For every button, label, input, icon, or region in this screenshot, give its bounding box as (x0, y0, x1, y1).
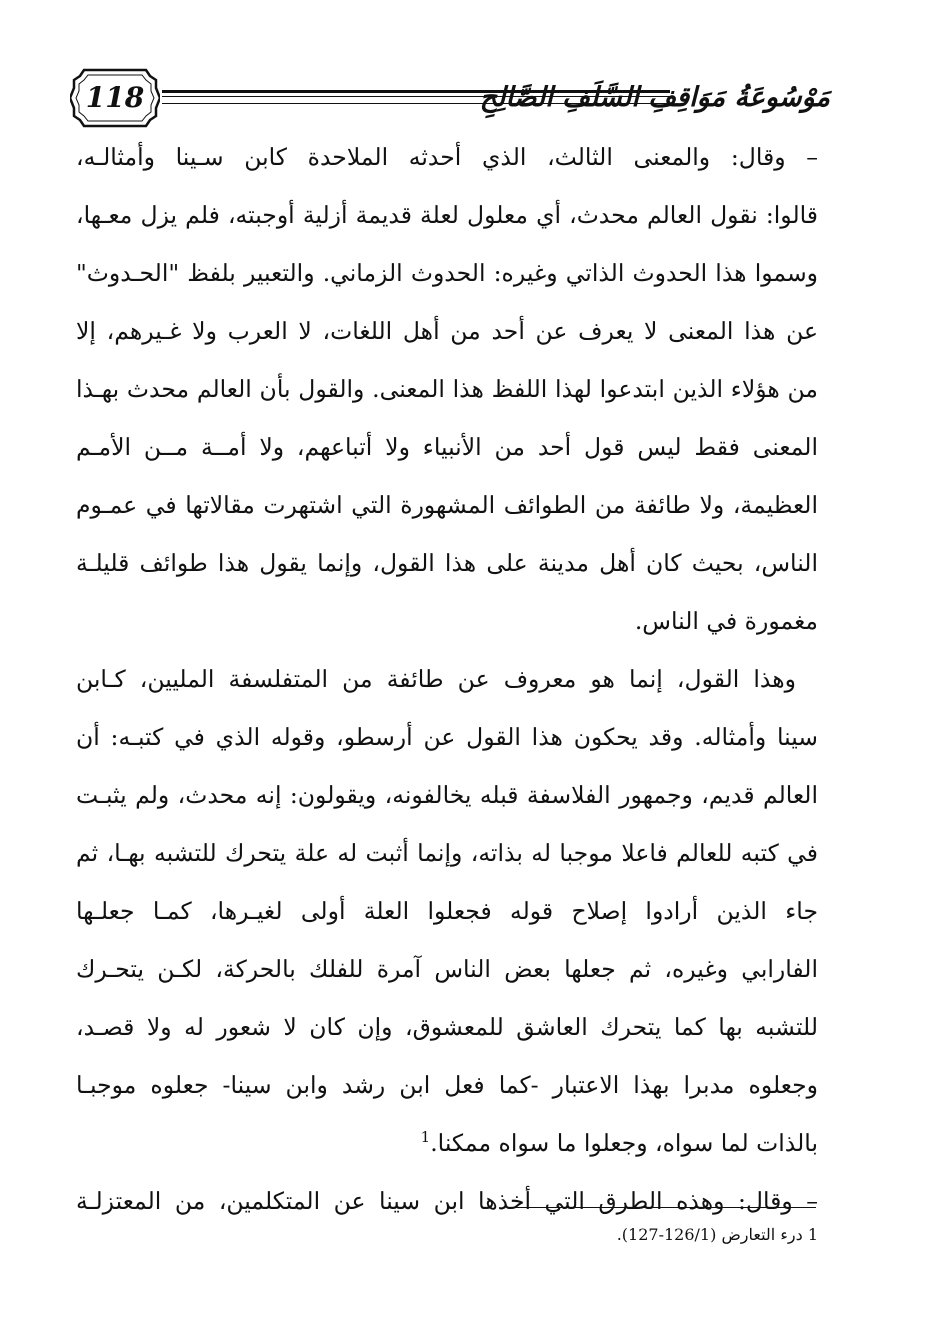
text-line: عن هذا المعنى لا يعرف عن أحد من أهل اللغات، لا العرب ولا غـيرهم، إلا (76, 317, 818, 345)
text-line: مغمورة في الناس. (634, 607, 818, 635)
text-line: العالم قديم، وجمهور الفلاسفة قبله يخالفونه، ويقولون: إنه محدث، ولم يثبـت (76, 781, 818, 809)
text-line: وجعلوه مدبرا بهذا الاعتبار -كما فعل ابن رشد وابن سينا- جعلوه موجبـا (76, 1071, 818, 1099)
text-line: قالوا: نقول العالم محدث، أي معلول لعلة قديمة أزلية أوجبته، فلم يزل معـها، (76, 201, 818, 229)
page-number-badge (70, 66, 160, 130)
text-line-with-footnote (76, 1114, 818, 1172)
text-line: جاء الذين أرادوا إصلاح قوله فجعلوا العلة أولى لغيـرها، كمـا جعلـها (76, 897, 818, 925)
text-line: – وقال: وهذه الطرق التي أخذها ابن سينا عن المتكلمين، من المعتزلـة (76, 1187, 818, 1215)
body-text (76, 128, 818, 1230)
text-line: سينا وأمثاله. وقد يحكون هذا القول عن أرسطو، وقوله الذي في كتبـه: أن (76, 723, 818, 751)
text-line: للتشبه بها كما يتحرك العاشق للمعشوق، وإن كان لا شعور له ولا قصـد، (76, 1013, 818, 1041)
text-line: وسموا هذا الحدوث الذاتي وغيره: الحدوث الزماني. والتعبير بلفظ "الحـدوث" (76, 259, 818, 287)
text-line: الفارابي وغيره، ثم جعلها بعض الناس آمرة للفلك بالحركة، لكـن يتحـرك (76, 955, 818, 983)
page-header (70, 60, 830, 136)
text-line: وهذا القول، إنما هو معروف عن طائفة من المتفلسفة المليين، كـابن (76, 665, 796, 693)
footnote-divider (514, 1207, 816, 1208)
text-line-content: بالذات لما سواه، وجعلوا ما سواه ممكنا. (430, 1129, 818, 1157)
footnote-reference: 1 (420, 1128, 431, 1147)
text-line: الناس، بحيث كان أهل مدينة على هذا القول، وإنما يقول هذا طوائف قليلـة (76, 549, 818, 577)
footnote-text: درء التعارض (126/1-127). (616, 1225, 803, 1244)
page-number: 118 (85, 81, 145, 114)
book-title: مَوْسُوعَةُ مَوَاقِفِ السَّلَفِ الصَّالِحِ (479, 82, 830, 113)
text-line: – وقال: والمعنى الثالث، الذي أحدثه الملاحدة كابن سـينا وأمثالـه، (76, 143, 818, 171)
footnote (560, 1222, 818, 1248)
text-line: المعنى فقط ليس قول أحد من الأنبياء ولا أتباعهم، ولا أمــة مــن الأمـم (76, 433, 818, 461)
footnote-number: 1 (807, 1225, 818, 1244)
text-line: العظيمة، ولا طائفة من الطوائف المشهورة التي اشتهرت مقالاتها في عمـوم (76, 491, 818, 519)
text-line: في كتبه للعالم فاعلا موجبا له بذاته، وإنما أثبت له علة يتحرك للتشبه بهـا، ثم (76, 839, 818, 867)
text-line: من هؤلاء الذين ابتدعوا لهذا اللفظ هذا المعنى. والقول بأن العالم محدث بهـذا (76, 375, 818, 403)
